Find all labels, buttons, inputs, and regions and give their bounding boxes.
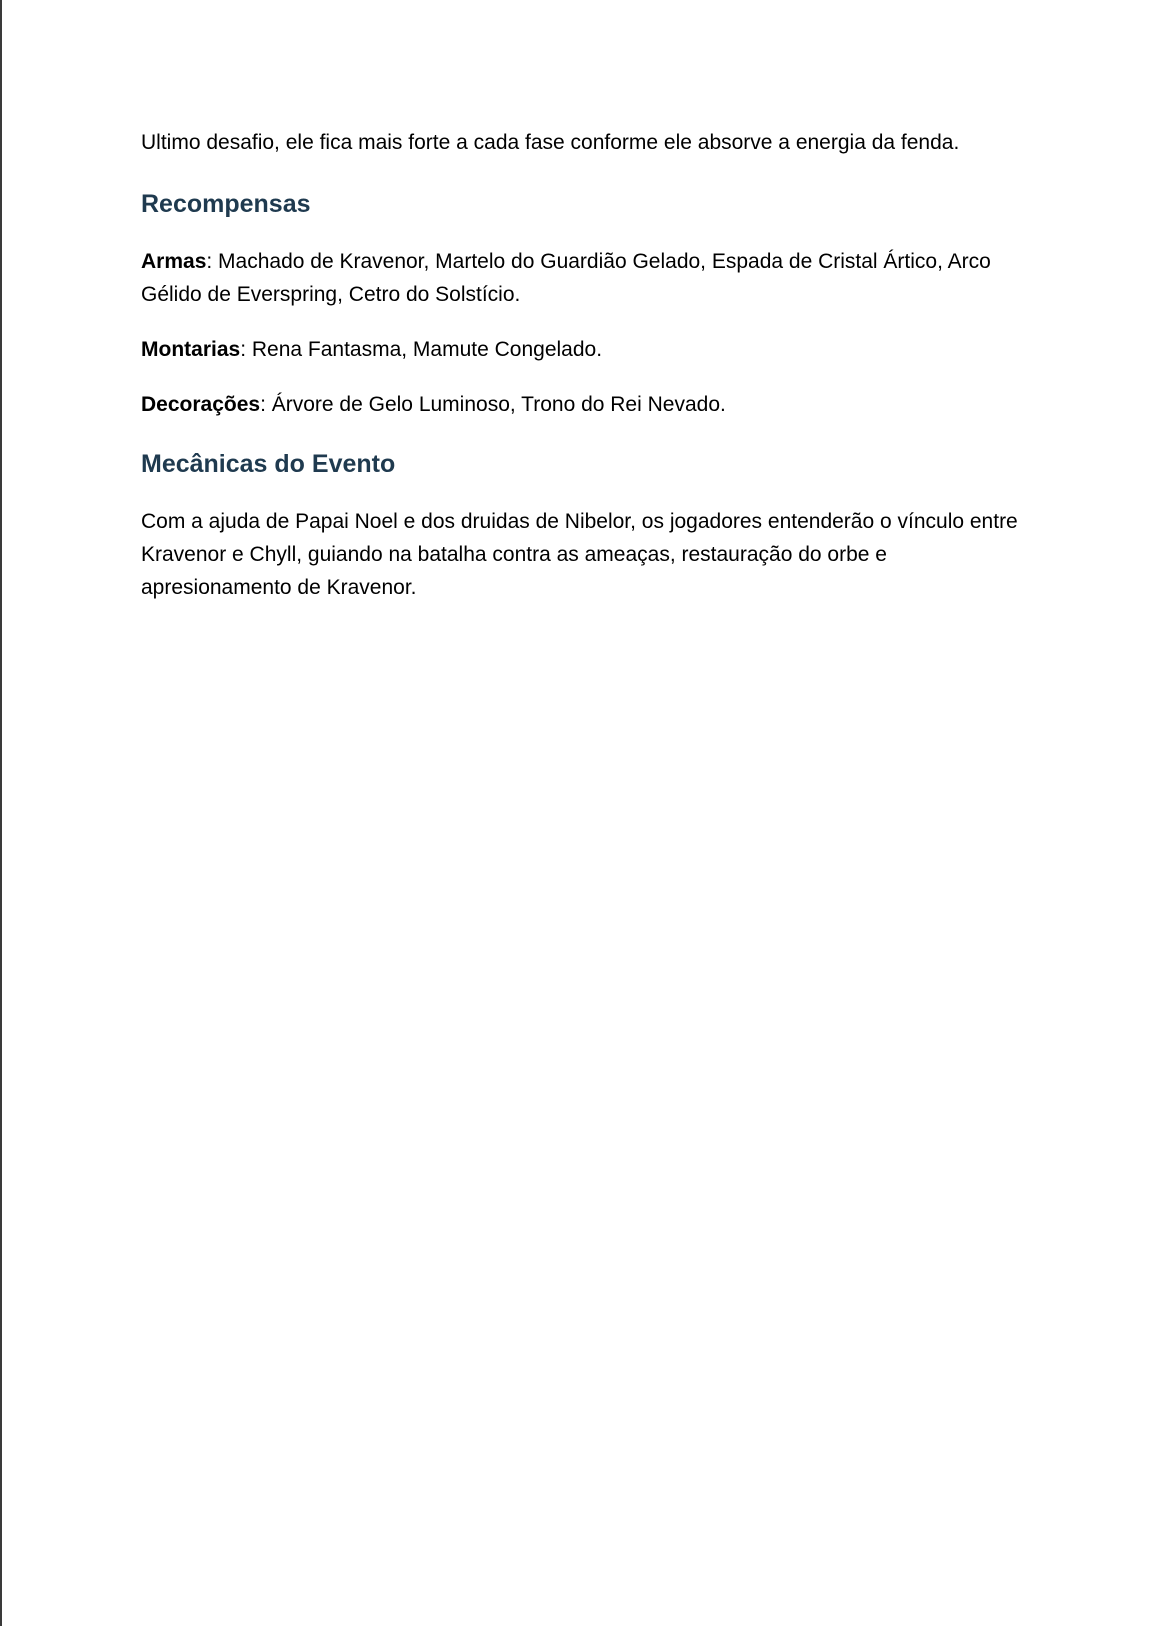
decorations-paragraph <box>141 388 1021 421</box>
mounts-paragraph <box>141 333 1021 366</box>
decorations-text: : Árvore de Gelo Luminoso, Trono do Rei Nevado. <box>260 393 726 416</box>
mechanics-paragraph: Com a ajuda de Papai Noel e dos druidas de Nibelor, os jogadores entenderão o vínculo entre Kravenor e Chyll, guiando na batalha contra as ameaças, restauração do orbe e apresionamento de Kravenor. <box>141 510 1018 599</box>
weapons-text: : Machado de Kravenor, Martelo do Guardião Gelado, Espada de Cristal Ártico, Arco Gélido de Everspring, Cetro do Solstício. <box>141 250 991 306</box>
document-page <box>141 126 1021 604</box>
decorations-label: Decorações <box>141 393 261 416</box>
rewards-heading: Recompensas <box>141 190 311 218</box>
mounts-text: : Rena Fantasma, Mamute Congelado. <box>240 338 603 361</box>
intro-paragraph: Ultimo desafio, ele fica mais forte a cada fase conforme ele absorve a energia da fenda. <box>141 131 960 154</box>
weapons-paragraph <box>141 245 1021 311</box>
page-left-edge <box>0 0 2 1626</box>
weapons-label: Armas <box>141 250 207 273</box>
mounts-label: Montarias <box>141 338 241 361</box>
mechanics-heading: Mecânicas do Evento <box>141 450 396 478</box>
